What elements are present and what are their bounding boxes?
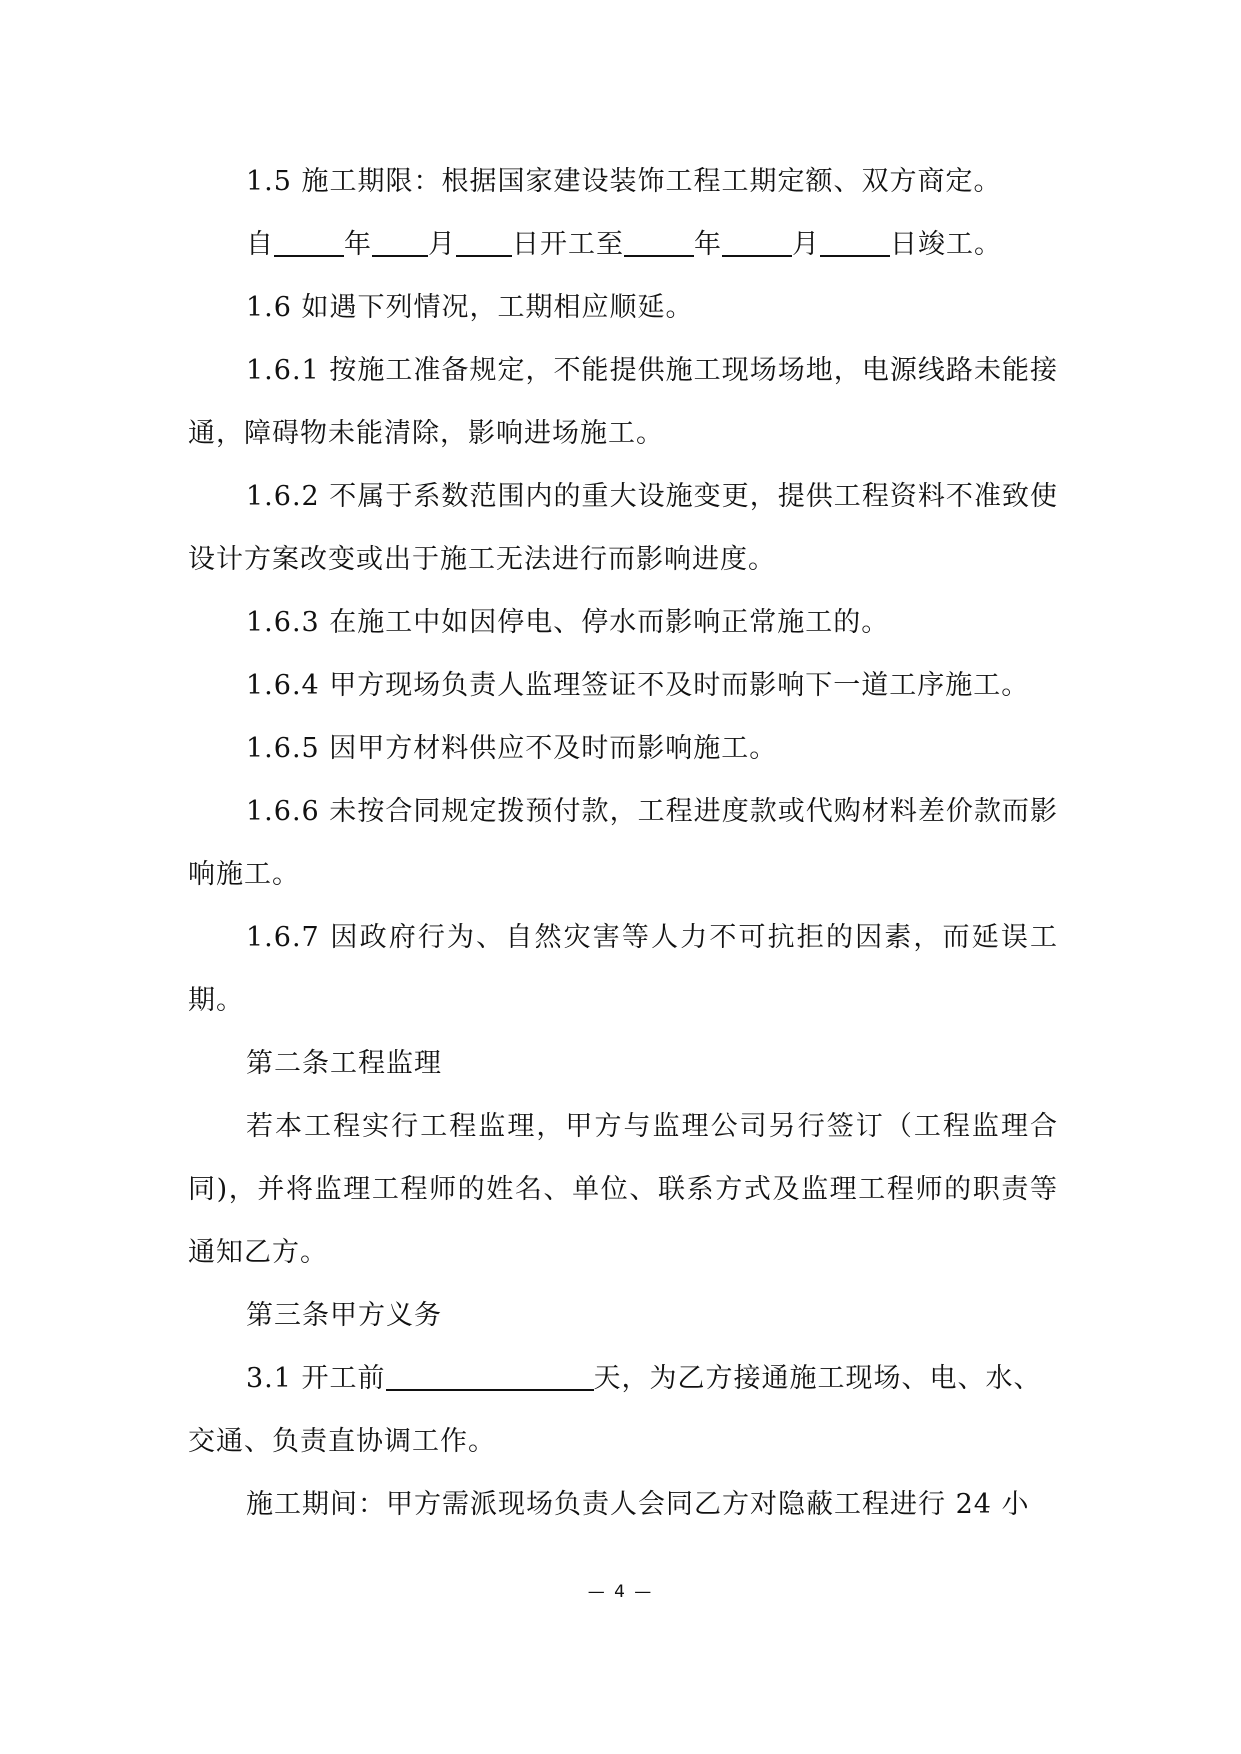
days-blank: [386, 1361, 594, 1391]
start-day-blank: [456, 227, 512, 257]
clause-3-1-prefix: 3.1 开工前: [246, 1363, 386, 1394]
clause-1-6-4: 1.6.4 甲方现场负责人监理签证不及时而影响下一道工序施工。: [246, 670, 1030, 701]
start-month-blank: [372, 227, 428, 257]
clause-1-6-7: 1.6.7 因政府行为、自然灾害等人力不可抗拒的因素，而延误工期。: [188, 922, 1058, 1016]
schedule-year-2: 年: [694, 229, 722, 260]
clause-3-1-continuation: 交通、负责直协调工作。: [188, 1426, 496, 1457]
clause-1-6-1: 1.6.1 按施工准备规定，不能提供施工现场场地，电源线路未能接通，障碍物未能清除，影响进场施工。: [188, 355, 1058, 449]
clause-1-5: 1.5 施工期限：根据国家建设装饰工程工期定额、双方商定。: [246, 166, 1002, 197]
page-number: — 4 —: [587, 1582, 654, 1602]
clause-1-6: 1.6 如遇下列情况，工期相应顺延。: [246, 292, 694, 323]
schedule-year-1: 年: [344, 229, 372, 260]
article-3-heading: 第三条甲方义务: [246, 1300, 442, 1331]
clause-1-6-5: 1.6.5 因甲方材料供应不及时而影响施工。: [246, 733, 778, 764]
end-year-blank: [624, 227, 694, 257]
clause-1-6-6: 1.6.6 未按合同规定拨预付款，工程进度款或代购材料差价款而影响施工。: [188, 796, 1058, 890]
schedule-from: 自: [246, 229, 274, 260]
construction-period-clause: 施工期间：甲方需派现场负责人会同乙方对隐蔽工程进行 24 小: [246, 1489, 1030, 1520]
schedule-day-1: 日开工至: [512, 229, 624, 260]
schedule-month-2: 月: [792, 229, 820, 260]
end-day-blank: [820, 227, 890, 257]
document-body: [188, 150, 1058, 1536]
start-year-blank: [274, 227, 344, 257]
schedule-line: [188, 213, 1058, 276]
article-2-body: 若本工程实行工程监理，甲方与监理公司另行签订（工程监理合同)，并将监理工程师的姓名、单位、联系方式及监理工程师的职责等通知乙方。: [188, 1111, 1058, 1268]
schedule-day-2: 日竣工。: [890, 229, 1002, 260]
article-2-heading: 第二条工程监理: [246, 1048, 442, 1079]
clause-1-6-3: 1.6.3 在施工中如因停电、停水而影响正常施工的。: [246, 607, 890, 638]
end-month-blank: [722, 227, 792, 257]
clause-3-1: [188, 1347, 1058, 1410]
clause-3-1-suffix: 天，为乙方接通施工现场、电、水、: [593, 1363, 1042, 1394]
schedule-month-1: 月: [428, 229, 456, 260]
clause-1-6-2: 1.6.2 不属于系数范围内的重大设施变更，提供工程资料不准致使设计方案改变或出于施工无法进行而影响进度。: [188, 481, 1058, 575]
